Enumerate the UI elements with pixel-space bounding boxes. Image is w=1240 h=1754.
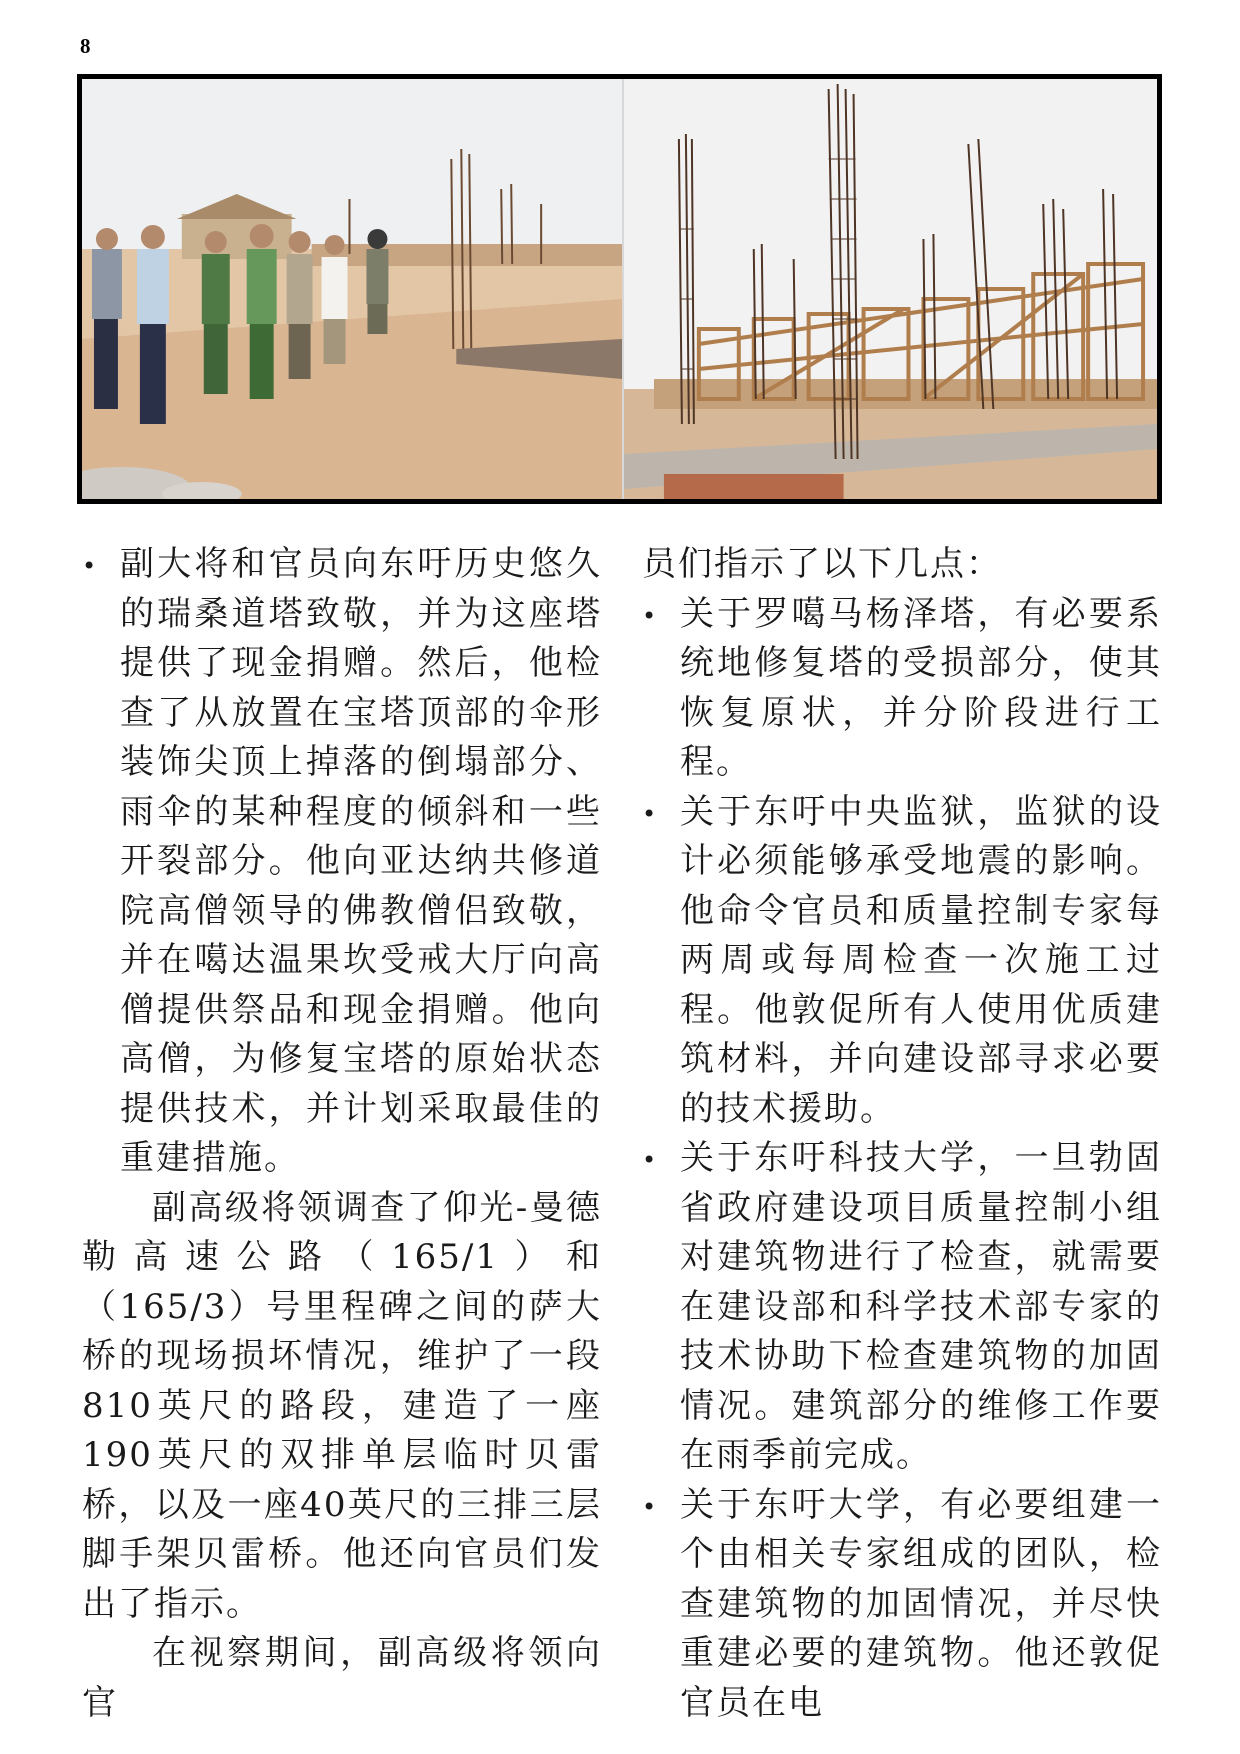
officials-inspecting-photo-graphic — [82, 79, 622, 499]
building-construction-rebar-scaffolding-photo — [624, 79, 1157, 499]
right-column — [642, 540, 1162, 1728]
photo-panel — [77, 74, 1162, 504]
officials-inspecting-construction-site-photo — [82, 79, 622, 499]
paragraph: 在视察期间，副高级将领向官 — [82, 1633, 602, 1723]
page-number: 8 — [80, 34, 91, 58]
bullet-item: • 关于罗噶马杨泽塔，有必要系统地修复塔的受损部分，使其恢复原状，并分阶段进行工程。 — [642, 590, 1162, 788]
paragraph-continuation: 员们指示了以下几点： — [642, 544, 1002, 584]
left-column — [82, 540, 602, 1728]
construction-photo-graphic — [624, 79, 1157, 499]
paragraph: 副高级将领调查了仰光-曼德勒高速公路（165/1）和（165/3）号里程碑之间的萨大桥的现场损坏情况，维护了一段810英尺的路段，建造了一座190英尺的双排单层临时贝雷桥，以及一座40英尺的三排三层脚手架贝雷桥。他还向官员们发出了指示。 — [82, 1187, 602, 1624]
bullet-item: • 关于东吁中央监狱，监狱的设计必须能够承受地震的影响。他命令官员和质量控制专家每两周或每周检查一次施工过程。他敦促所有人使用优质建筑材料，并向建设部寻求必要的技术援助。 — [642, 788, 1162, 1135]
bullet-item: • 副大将和官员向东吁历史悠久的瑞桑道塔致敬，并为这座塔提供了现金捐赠。然后，他检查了从放置在宝塔顶部的伞形装饰尖顶上掉落的倒塌部分、雨伞的某种程度的倾斜和一些开裂部分。他向亚达纳共修道院高僧领导的佛教僧侣致敬，并在噶达温果坎受戒大厅向高僧提供祭品和现金捐赠。他向高僧，为修复宝塔的原始状态提供技术，并计划采取最佳的重建措施。 — [82, 540, 602, 1184]
bullet-item: • 关于东吁大学，有必要组建一个由相关专家组成的团队，检查建筑物的加固情况，并尽快重建必要的建筑物。他还敦促官员在电 — [642, 1481, 1162, 1729]
bullet-item: • 关于东吁科技大学，一旦勃固省政府建设项目质量控制小组对建筑物进行了检查，就需要在建设部和科学技术部专家的技术协助下检查建筑物的加固情况。建筑部分的维修工作要在雨季前完成。 — [642, 1134, 1162, 1481]
